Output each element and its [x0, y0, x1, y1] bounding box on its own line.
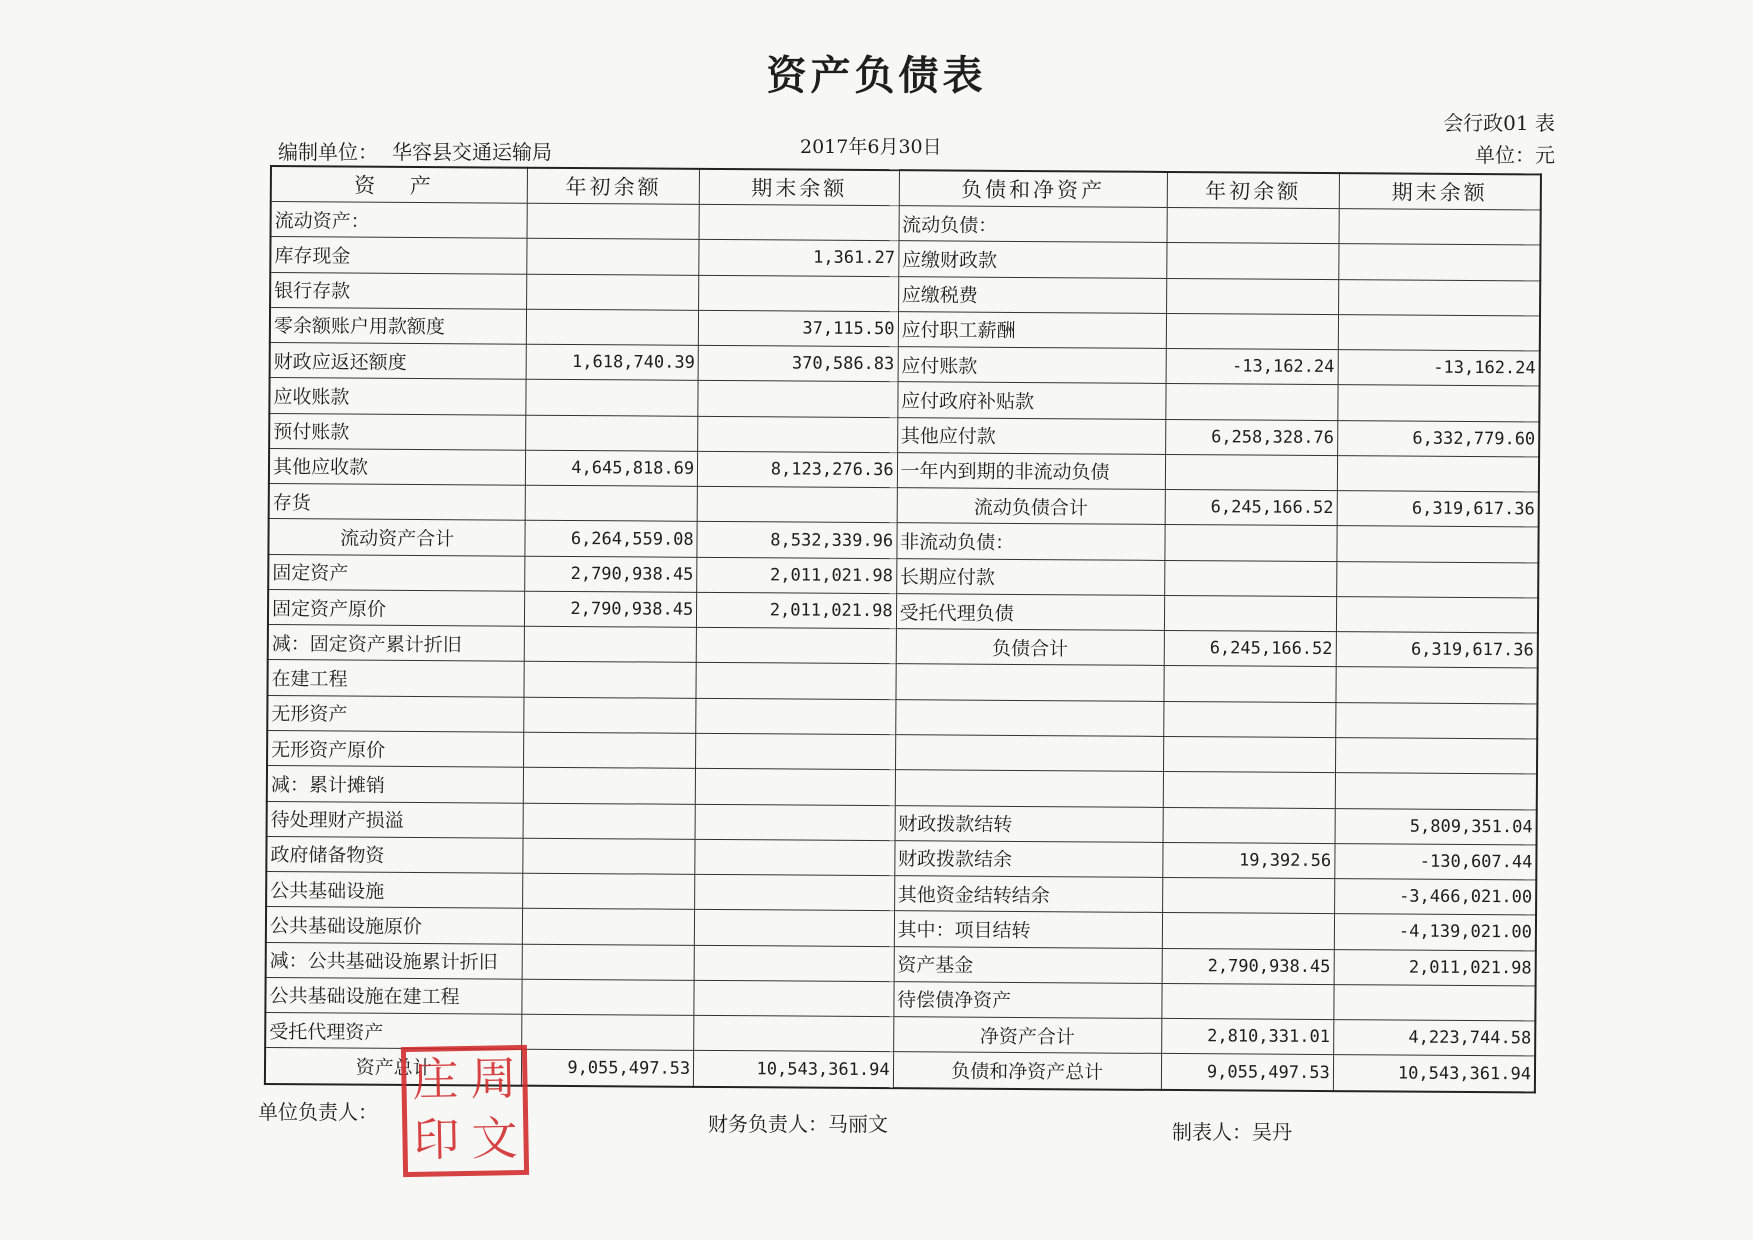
liability-end-value — [1336, 561, 1538, 598]
header-asset: 资 产 — [271, 166, 528, 203]
liability-end-value — [1338, 279, 1540, 316]
asset-end-value — [696, 733, 896, 770]
liability-begin-value — [1166, 384, 1338, 420]
liability-item-cell: 应缴财政款 — [898, 241, 1166, 278]
liability-item-cell: 其中：项目结转 — [894, 911, 1162, 948]
asset-begin-value: 4,645,818.69 — [526, 450, 698, 486]
asset-begin-value: 9,055,497.53 — [522, 1050, 694, 1087]
liability-item-cell: 财政拨款结余 — [894, 840, 1162, 877]
asset-item-cell: 财政应返还额度 — [270, 343, 527, 380]
header-asset-end: 期末余额 — [699, 169, 899, 206]
seal-char: 印 — [413, 1112, 460, 1167]
asset-begin-value: 6,264,559.08 — [525, 521, 697, 557]
liability-item-cell: 一年内到期的非流动负债 — [897, 453, 1165, 490]
liability-end-value — [1337, 526, 1539, 563]
preparing-unit — [278, 136, 552, 165]
asset-item-cell: 在建工程 — [267, 660, 524, 697]
asset-item-cell: 预付账款 — [269, 413, 526, 450]
asset-end-value — [695, 839, 895, 876]
unit-head-signature: 单位负责人： — [258, 1100, 378, 1124]
liability-item-cell: 净资产合计 — [893, 1017, 1161, 1054]
asset-end-value: 2,011,021.98 — [697, 592, 897, 629]
balance-sheet-table — [264, 165, 1542, 1093]
liability-end-value — [1335, 702, 1537, 739]
liability-item-cell — [895, 735, 1163, 772]
asset-end-value: 10,543,361.94 — [694, 1051, 894, 1088]
asset-begin-value — [522, 944, 694, 980]
asset-item-cell: 政府储备物资 — [266, 836, 523, 873]
asset-item-cell: 资产总计 — [265, 1048, 522, 1086]
asset-item-cell: 库存现金 — [270, 237, 527, 274]
asset-item-cell: 减：固定资产累计折旧 — [268, 625, 525, 662]
liability-end-value: 6,319,617.36 — [1336, 632, 1538, 669]
liability-begin-value — [1167, 243, 1339, 279]
liability-item-cell — [895, 770, 1163, 807]
finance-head-signature: 财务负责人：马丽文 — [708, 1112, 888, 1136]
liability-begin-value — [1164, 595, 1336, 631]
liability-item-cell: 其他应付款 — [897, 417, 1165, 454]
preparer-signature: 制表人：吴丹 — [1172, 1120, 1292, 1144]
seal-char: 文 — [471, 1111, 518, 1166]
liability-begin-value — [1163, 772, 1335, 808]
asset-end-value — [694, 945, 894, 982]
currency-unit: 单位：元 — [1475, 143, 1555, 167]
asset-item-cell: 流动资产合计 — [268, 519, 525, 556]
liability-end-value — [1336, 597, 1538, 634]
asset-begin-value: 2,790,938.45 — [525, 591, 697, 627]
liability-end-value: 2,011,021.98 — [1334, 949, 1536, 986]
asset-begin-value — [526, 415, 698, 451]
liability-begin-value — [1163, 807, 1335, 843]
header-liability: 负债和净资产 — [899, 170, 1167, 207]
header-asset-begin: 年初余额 — [528, 168, 700, 205]
asset-item-cell: 受托代理资产 — [265, 1013, 522, 1050]
asset-item-cell: 固定资产原价 — [268, 589, 525, 626]
asset-begin-value — [522, 1014, 694, 1050]
liability-begin-value — [1162, 913, 1334, 949]
asset-begin-value: 2,790,938.45 — [525, 556, 697, 592]
liability-end-value: 6,332,779.60 — [1337, 420, 1539, 457]
liability-end-value: 10,543,361.94 — [1333, 1055, 1535, 1092]
asset-end-value — [697, 486, 897, 523]
form-code: 会行政01 表 — [1443, 111, 1555, 135]
asset-end-value — [695, 874, 895, 911]
header-liability-end: 期末余额 — [1339, 173, 1541, 210]
liability-end-value: -3,466,021.00 — [1334, 879, 1536, 916]
liability-item-cell: 负债合计 — [896, 629, 1164, 666]
liability-begin-value — [1166, 313, 1338, 349]
liability-end-value: 6,319,617.36 — [1337, 491, 1539, 528]
liability-begin-value — [1164, 701, 1336, 737]
liability-item-cell: 其他资金结转结余 — [894, 876, 1162, 913]
liability-end-value — [1338, 314, 1540, 351]
liability-item-cell — [896, 664, 1164, 701]
asset-begin-value — [527, 309, 699, 345]
asset-item-cell: 银行存款 — [270, 272, 527, 309]
asset-begin-value — [524, 732, 696, 768]
asset-begin-value — [524, 662, 696, 698]
asset-item-cell: 减：累计摊销 — [267, 766, 524, 803]
asset-begin-value — [524, 767, 696, 803]
asset-end-value — [696, 698, 896, 735]
liability-begin-value: -13,162.24 — [1166, 349, 1338, 385]
liability-end-value — [1339, 244, 1541, 281]
asset-begin-value — [523, 838, 695, 874]
liability-end-value: 5,809,351.04 — [1335, 808, 1537, 845]
liability-item-cell: 财政拨款结转 — [895, 805, 1163, 842]
asset-end-value — [699, 204, 899, 241]
asset-end-value — [698, 381, 898, 418]
asset-item-cell: 待处理财产损溢 — [267, 801, 524, 838]
liability-item-cell: 非流动负债： — [897, 523, 1165, 560]
liability-end-value: -130,607.44 — [1335, 843, 1537, 880]
asset-end-value — [695, 910, 895, 947]
asset-begin-value — [522, 979, 694, 1015]
liability-item-cell: 流动负债： — [899, 206, 1167, 243]
liability-end-value — [1336, 667, 1538, 704]
asset-item-cell: 流动资产： — [271, 202, 528, 239]
liability-end-value — [1339, 209, 1541, 246]
liability-item-cell: 受托代理负债 — [896, 594, 1164, 631]
asset-end-value: 1,361.27 — [699, 240, 899, 277]
asset-begin-value — [527, 238, 699, 274]
asset-begin-value — [526, 380, 698, 416]
asset-end-value — [695, 804, 895, 841]
preparing-unit-name: 华容县交通运输局 — [392, 140, 552, 164]
liability-item-cell: 负债和净资产总计 — [893, 1052, 1161, 1090]
red-seal-stamp — [401, 1045, 529, 1177]
asset-begin-value — [524, 626, 696, 662]
asset-item-cell: 公共基础设施 — [266, 872, 523, 909]
liability-end-value — [1335, 738, 1537, 775]
asset-end-value — [694, 1015, 894, 1052]
asset-item-cell: 无形资产 — [267, 695, 524, 732]
liability-item-cell: 应付政府补贴款 — [897, 382, 1165, 419]
liability-begin-value — [1167, 207, 1339, 243]
liability-end-value: -13,162.24 — [1338, 350, 1540, 387]
liability-begin-value — [1166, 278, 1338, 314]
liability-end-value — [1338, 385, 1540, 422]
asset-begin-value — [524, 697, 696, 733]
liability-end-value: -4,139,021.00 — [1334, 914, 1536, 951]
seal-char: 庄 — [411, 1052, 459, 1107]
liability-begin-value — [1164, 666, 1336, 702]
header-liability-begin: 年初余额 — [1167, 172, 1339, 209]
liability-begin-value — [1162, 877, 1334, 913]
liability-begin-value: 6,258,328.76 — [1165, 419, 1337, 455]
asset-item-cell: 公共基础设施在建工程 — [265, 977, 522, 1014]
asset-end-value: 2,011,021.98 — [697, 557, 897, 594]
preparing-unit-label: 编制单位： — [278, 140, 378, 164]
asset-end-value: 37,115.50 — [698, 310, 898, 347]
asset-end-value: 8,532,339.96 — [697, 522, 897, 559]
asset-begin-value: 1,618,740.39 — [526, 344, 698, 380]
liability-begin-value: 9,055,497.53 — [1161, 1054, 1333, 1091]
asset-begin-value — [523, 803, 695, 839]
asset-end-value — [699, 275, 899, 312]
asset-end-value — [696, 663, 896, 700]
liability-end-value — [1337, 455, 1539, 492]
liability-begin-value — [1165, 525, 1337, 561]
asset-begin-value — [527, 203, 699, 239]
liability-item-cell: 应付账款 — [898, 347, 1166, 384]
asset-item-cell: 其他应收款 — [269, 448, 526, 485]
asset-begin-value — [523, 909, 695, 945]
liability-item-cell: 应付职工薪酬 — [898, 311, 1166, 348]
asset-begin-value — [523, 873, 695, 909]
asset-item-cell: 零余额账户用款额度 — [270, 307, 527, 344]
asset-end-value — [698, 416, 898, 453]
liability-end-value — [1334, 984, 1536, 1021]
liability-item-cell — [895, 699, 1163, 736]
asset-begin-value — [527, 274, 699, 310]
seal-char: 周 — [469, 1051, 517, 1106]
asset-end-value — [696, 628, 896, 665]
liability-begin-value — [1163, 736, 1335, 772]
liability-begin-value — [1165, 454, 1337, 490]
asset-end-value — [694, 980, 894, 1017]
liability-item-cell: 待偿债净资产 — [893, 981, 1161, 1018]
asset-item-cell: 无形资产原价 — [267, 730, 524, 767]
report-date: 2017年6月30日 — [800, 136, 942, 158]
liability-item-cell: 资产基金 — [894, 946, 1162, 983]
asset-item-cell: 应收账款 — [269, 378, 526, 415]
liability-begin-value: 19,392.56 — [1163, 842, 1335, 878]
liability-end-value — [1335, 773, 1537, 810]
page-title: 资产负债表 — [766, 53, 987, 99]
asset-end-value — [695, 769, 895, 806]
liability-begin-value: 6,245,166.52 — [1165, 490, 1337, 526]
asset-item-cell: 固定资产 — [268, 554, 525, 591]
asset-item-cell: 减：公共基础设施累计折旧 — [266, 942, 523, 979]
asset-end-value: 8,123,276.36 — [698, 451, 898, 488]
liability-item-cell: 流动负债合计 — [897, 488, 1165, 525]
asset-end-value: 370,586.83 — [698, 345, 898, 382]
liability-begin-value — [1164, 560, 1336, 596]
asset-begin-value — [525, 485, 697, 521]
liability-item-cell: 应缴税费 — [898, 276, 1166, 313]
asset-item-cell: 存货 — [269, 484, 526, 521]
liability-item-cell: 长期应付款 — [896, 558, 1164, 595]
liability-end-value: 4,223,744.58 — [1333, 1020, 1535, 1057]
liability-begin-value — [1162, 983, 1334, 1019]
liability-begin-value: 2,810,331.01 — [1161, 1019, 1333, 1055]
asset-item-cell: 公共基础设施原价 — [266, 907, 523, 944]
liability-begin-value: 2,790,938.45 — [1162, 948, 1334, 984]
liability-begin-value: 6,245,166.52 — [1164, 631, 1336, 667]
